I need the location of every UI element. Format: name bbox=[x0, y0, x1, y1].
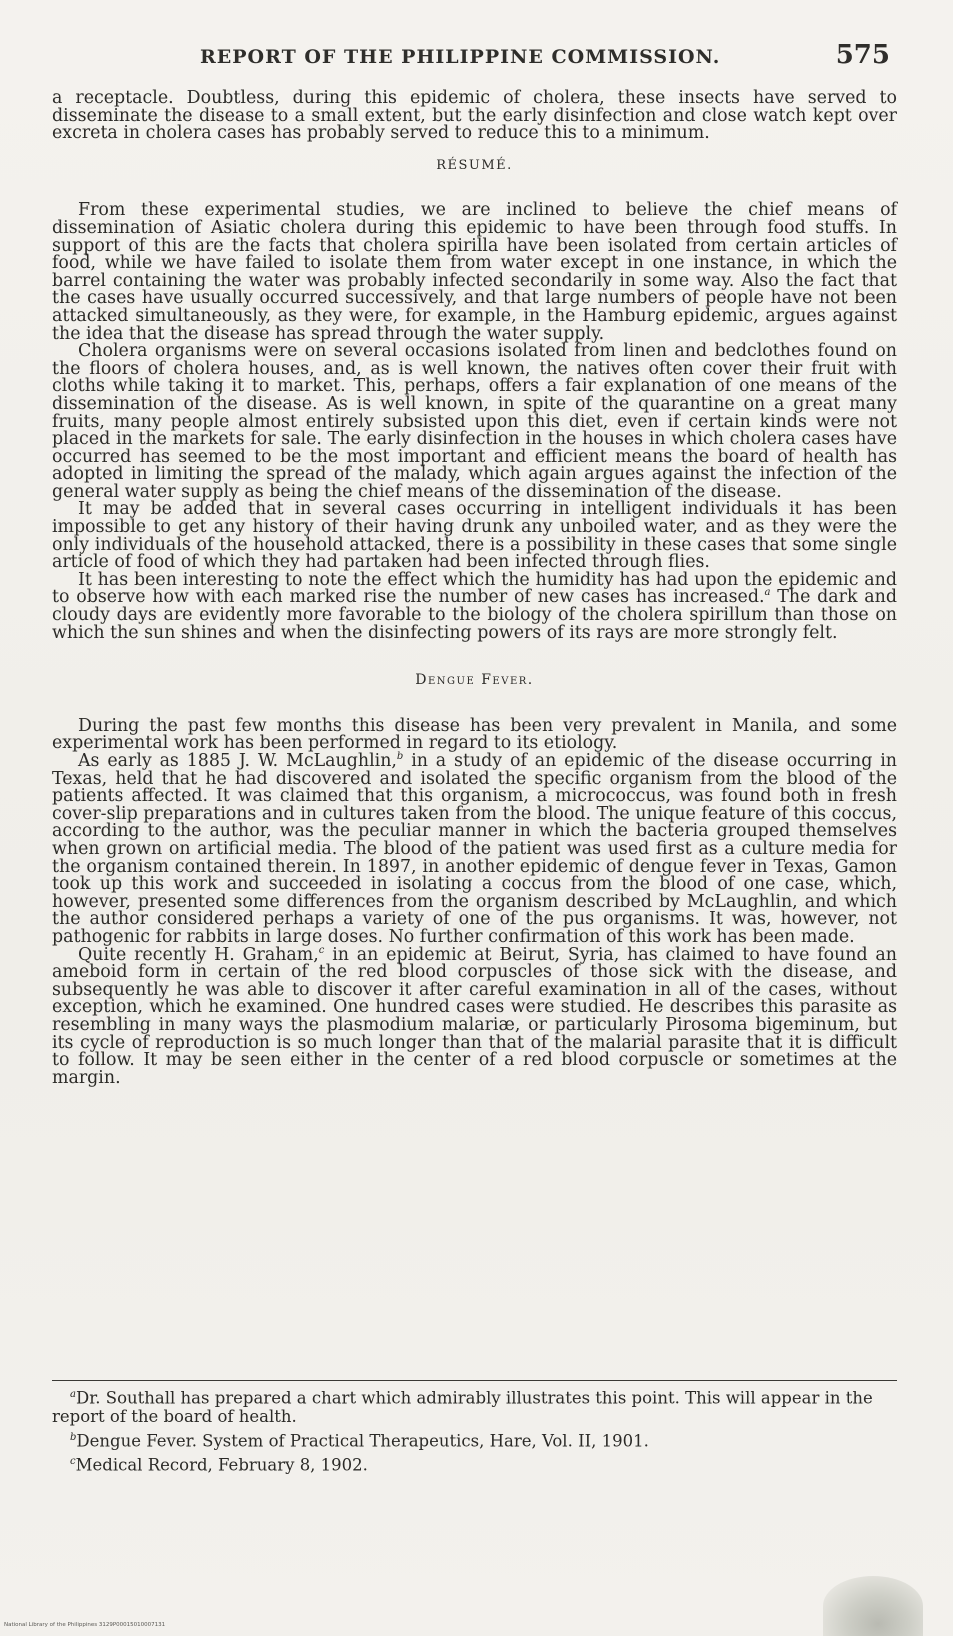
dengue-heading: Dengue Fever. bbox=[415, 672, 534, 689]
paragraph-text: As early as 1885 J. W. McLaughlin, bbox=[78, 751, 397, 771]
paragraph-resume-4 bbox=[52, 569, 898, 643]
running-head: REPORT OF THE PHILIPPINE COMMISSION. bbox=[200, 46, 721, 68]
page-number: 575 bbox=[835, 40, 890, 70]
resume-heading: RÉSUMÉ. bbox=[436, 157, 513, 173]
footnote-text: Dr. Southall has prepared a chart which admirably illustrates this point. This will appear in the report of the board of health. bbox=[52, 1388, 873, 1426]
footnote bbox=[52, 1429, 897, 1451]
footnote bbox=[52, 1453, 897, 1475]
footnote-text: Medical Record, February 8, 1902. bbox=[75, 1455, 368, 1474]
footnotes bbox=[52, 1386, 897, 1477]
footnote-divider bbox=[52, 1380, 897, 1381]
page-header bbox=[200, 40, 890, 76]
paragraph-text: in a study of an epidemic of the disease occurring in Texas, held that he had discovered and isolated the specific organism from the blood of the patients affected. It was claimed that this organism, a micrococcus, was found both in fresh cover-slip preparations and in cultures taken from the blood. The unique feature of this coccus, according to the author, was the peculiar manner in which the bacteria grouped themselves when grown on artificial media. The blood of the patient was used first as a culture media for the organism contained therein. In 1897, in another epidemic of dengue fever in Texas, Gamon took up this work and succeeded in isolating a coccus from the blood of one case, which, however, presented some differences from the organism described by McLaughlin, and which the author considered perhaps a variety of one of the pus organisms. It was, however, not pathogenic for rabbits in large doses. No further confirmation of this work has been made. bbox=[52, 751, 897, 947]
paragraph-text: It has been interesting to note the effect which the humidity has had upon the epidemic and to observe how with each marked rise the number of new cases has increased. bbox=[52, 569, 897, 608]
body-text bbox=[52, 90, 897, 1087]
footnote-mark: c bbox=[70, 1455, 76, 1467]
footnote-reference[interactable]: b bbox=[396, 751, 404, 763]
paragraph-dengue-3 bbox=[52, 944, 897, 1088]
footnote-reference[interactable]: a bbox=[764, 587, 771, 599]
paragraph-text: Quite recently H. Graham, bbox=[78, 944, 319, 965]
paragraph-resume-2: Cholera organisms were on several occasions isolated from linen and bedclothes found on the floors of cholera houses, and, as is well known, the natives often cover their fruit with cloths while taking it to market. This, perhaps, offers a fair explanation of one means of the dissemination of the disease. As is well known, in spite of the quarantine on a great many fruits, many people almost entirely subsisted upon this diet, even if certain kinds were not placed in the markets for sale. The early disinfection in the houses in which cholera cases have occurred has seemed to be the most important and efficient means the board of health has adopted in limiting the spread of the malady, which again argues against the infection of the general water supply as being the chief means of the dissemination of the disease. bbox=[52, 341, 897, 502]
paragraph-resume-3: It may be added that in several cases occurring in intelligent individuals it has been impossible to get any history of their having drunk any unboiled water, and as they were the only individuals of the household attacked, there is a possibility in these cases that some single article of food of which they had partaken had been infected through flies. bbox=[52, 499, 897, 573]
paragraph-text: The dark and cloudy days are evidently more favorable to the biology of the cholera spirillum than those on which the sun shines and when the disinfecting powers of its rays are more strongly felt. bbox=[52, 587, 898, 643]
paragraph-text: in an epidemic at Beirut, Syria, has claimed to have found an ameboid form in certain of the red blood corpuscles of those sick with the disease, and subsequently he was able to discover it after careful examination in all of the cases, without exception, which he examined. One hundred cases were studied. He describes this parasite as resembling in many ways the plasmodium malariæ, or particularly Pirosoma bigeminum, but its cycle of reproduction is so much longer than that of the malarial parasite that it is difficult to follow. It may be seen either in the center of a red blood corpuscle or sometimes at the margin. bbox=[52, 944, 897, 1088]
footnote-reference[interactable]: c bbox=[318, 944, 325, 956]
paragraph-dengue-2 bbox=[52, 753, 897, 947]
footnote-mark: b bbox=[70, 1431, 77, 1443]
paragraph-dengue-1: During the past few months this disease has been very prevalent in Manila, and some experimental work has been performed in regard to its etiology. bbox=[52, 715, 897, 754]
footnote bbox=[52, 1386, 897, 1427]
footnote-text: Dengue Fever. System of Practical Therapeutics, Hare, Vol. II, 1901. bbox=[76, 1431, 649, 1450]
scanner-thumb-shadow bbox=[823, 1576, 923, 1636]
paragraph-resume-1: From these experimental studies, we are inclined to believe the chief means of dissemination of Asiatic cholera during this epidemic to have been through food stuffs. In support of this are the facts that cholera spirilla have been isolated from certain articles of food, while we have failed to isolate them from water except in one instance, in which the barrel containing the water was probably infected secondarily in some way. Also the fact that the cases have usually occurred successively, and that large numbers of people have not been attacked simultaneously, as they were, for example, in the Hamburg epidemic, argues against the idea that the disease has spread through the water supply. bbox=[52, 200, 897, 344]
footnote-mark: a bbox=[70, 1389, 76, 1400]
paragraph-continuation: a receptacle. Doubtless, during this epidemic of cholera, these insects have served to disseminate the disease to a small extent, but the early disinfection and close watch kept over excreta in cholera cases has probably served to reduce this to a minimum. bbox=[52, 88, 897, 144]
scan-imprint: National Library of the Philippines 3129P00015010007131 bbox=[4, 1622, 166, 1628]
